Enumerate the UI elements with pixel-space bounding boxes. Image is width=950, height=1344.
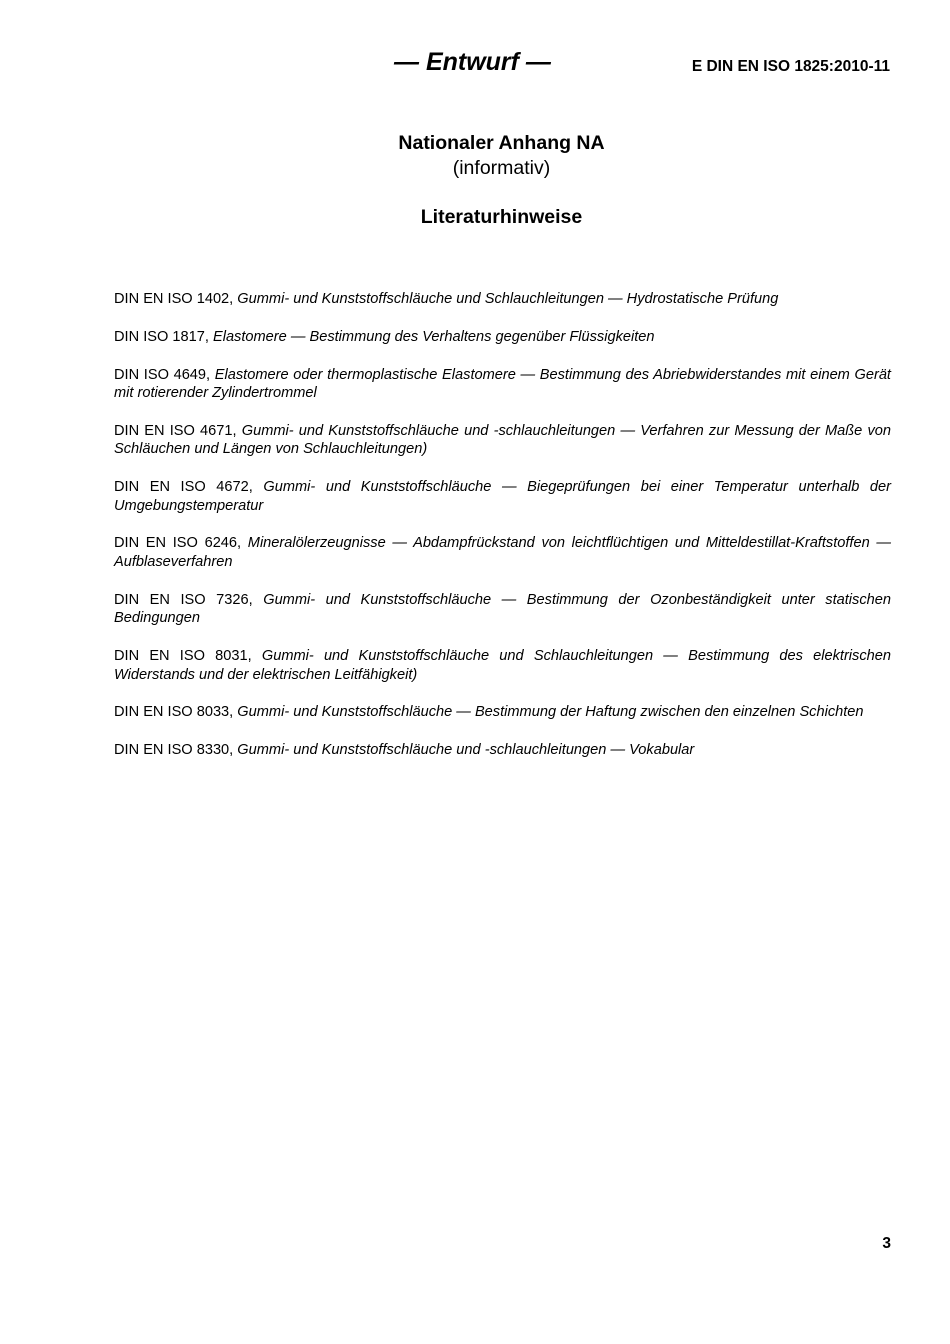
reference-code: DIN EN ISO 4671, <box>114 422 237 439</box>
annex-heading <box>0 131 950 181</box>
reference-item <box>114 290 891 309</box>
reference-item <box>114 703 891 722</box>
reference-code: DIN EN ISO 8330, <box>114 742 234 759</box>
reference-code: DIN EN ISO 4672, <box>114 479 253 496</box>
reference-title: Elastomere oder thermoplastische Elastomere — Bestimmung des Abriebwiderstandes mit einem Gerät mit rotierender Zylindertrommel <box>114 366 891 402</box>
reference-title: Gummi- und Kunststoffschläuche und -schlauchleitungen — Vokabular <box>237 742 695 759</box>
reference-item <box>114 647 891 684</box>
reference-code: DIN ISO 4649, <box>114 366 211 383</box>
reference-item <box>114 478 891 515</box>
annex-status: (informativ) <box>452 157 551 179</box>
draft-watermark-heading: — Entwurf — <box>394 48 551 76</box>
reference-title: Mineralölerzeugnisse — Abdampfrückstand von leichtflüchtigen und Mitteldestillat-Kraftstoffen — Aufblaseverfahren <box>114 535 891 570</box>
reference-item <box>114 366 891 403</box>
reference-code: DIN EN ISO 6246, <box>114 535 242 552</box>
reference-title: Gummi- und Kunststoffschläuche — Bestimmung der Ozonbeständigkeit unter statischen Bedingungen <box>114 591 891 627</box>
reference-item <box>114 741 891 760</box>
page-number: 3 <box>882 1235 891 1252</box>
reference-code: DIN EN ISO 8031, <box>114 648 252 665</box>
section-title: Literaturhinweise <box>420 206 583 228</box>
reference-title: Gummi- und Kunststoffschläuche — Biegeprüfungen bei einer Temperatur unterhalb der Umgebungstemperatur <box>114 479 891 514</box>
reference-item <box>114 328 891 347</box>
reference-title: Gummi- und Kunststoffschläuche und -schlauchleitungen — Verfahren zur Messung der Maße von Schläuchen und Längen von Schlauchleitungen) <box>114 422 891 458</box>
reference-title: Gummi- und Kunststoffschläuche und Schlauchleitungen — Hydrostatische Prüfung <box>237 291 779 307</box>
reference-title: Elastomere — Bestimmung des Verhaltens gegenüber Flüssigkeiten <box>212 328 655 345</box>
reference-code: DIN EN ISO 7326, <box>114 591 253 608</box>
reference-list <box>114 290 891 779</box>
reference-item <box>114 534 891 571</box>
reference-title: Gummi- und Kunststoffschläuche — Bestimmung der Haftung zwischen den einzelnen Schichten <box>237 704 864 721</box>
annex-title: Nationaler Anhang NA <box>398 132 605 154</box>
document-identifier: E DIN EN ISO 1825:2010-11 <box>691 58 890 75</box>
reference-code: DIN ISO 1817, <box>114 328 209 345</box>
reference-code: DIN EN ISO 8033, <box>114 704 234 721</box>
reference-item <box>114 422 891 459</box>
reference-code: DIN EN ISO 1402, <box>114 291 234 307</box>
reference-title: Gummi- und Kunststoffschläuche und Schlauchleitungen — Bestimmung des elektrischen Widerstands und der elektrischen Leitfähigkeit) <box>114 648 891 683</box>
reference-item <box>114 591 891 628</box>
